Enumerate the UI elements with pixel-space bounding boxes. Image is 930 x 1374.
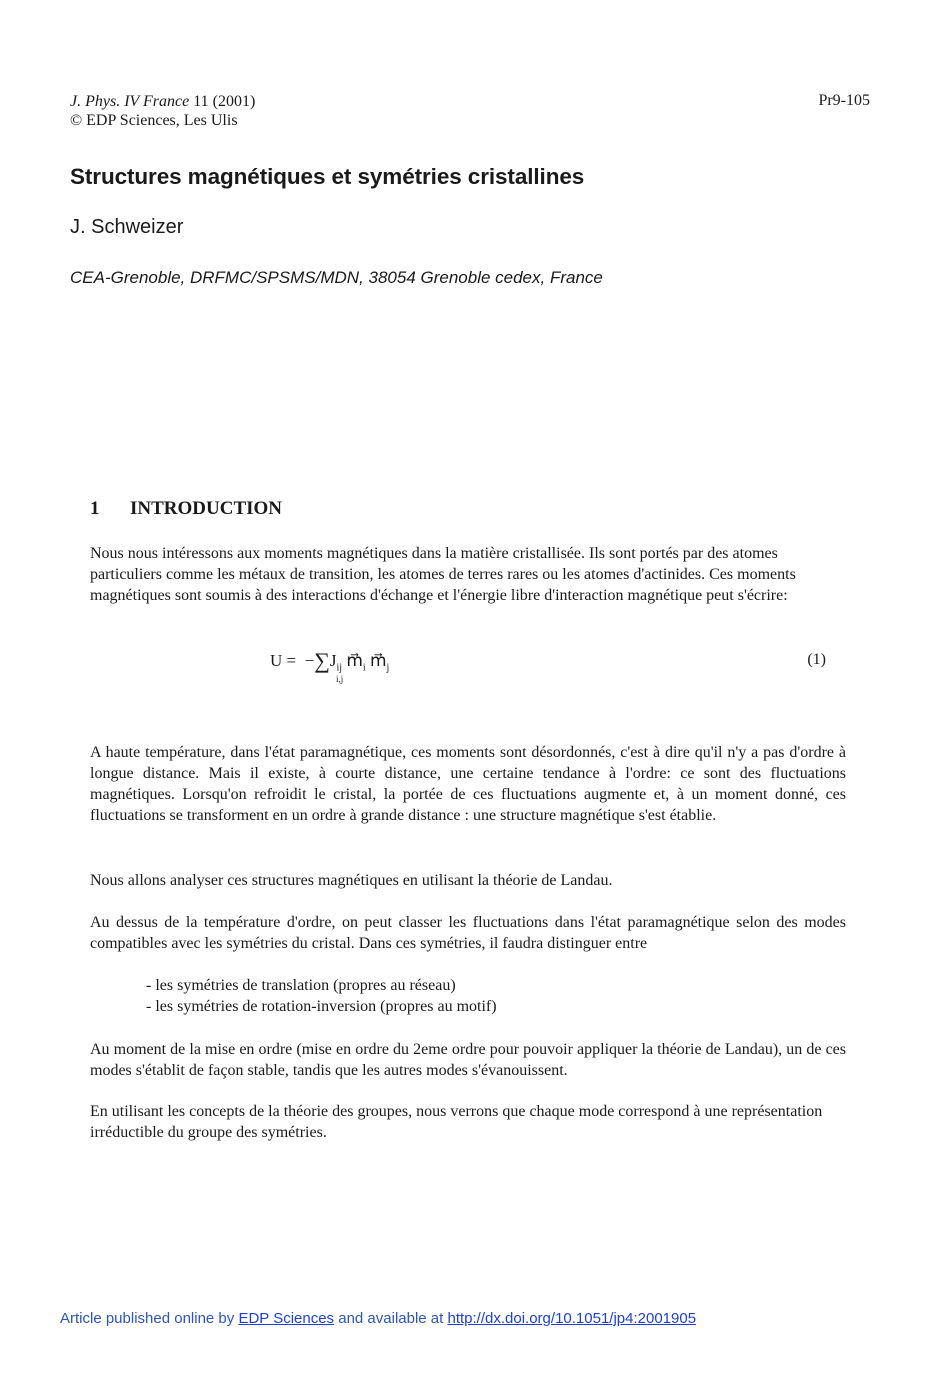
symmetry-list	[146, 975, 497, 1017]
author: J. Schweizer	[70, 216, 184, 238]
equation-m-sub-i: i	[362, 662, 366, 674]
equation-m-sub-j: j	[386, 662, 390, 674]
footer-prefix: Article published online by	[60, 1310, 235, 1327]
list-item: - les symétries de rotation-inversion (propres au motif)	[146, 998, 497, 1015]
equation-minus: −	[304, 651, 315, 670]
paragraph-4: Au dessus de la température d'ordre, on peut classer les fluctuations dans l'état paramagnétique selon des modes compatibles avec les symétries du cristal. Dans ces symétries, il faudra distinguer entre	[90, 914, 846, 952]
equation-J: J	[329, 651, 337, 670]
paper-title: Structures magnétiques et symétries cristallines	[70, 164, 585, 189]
copyright: © EDP Sciences, Les Ulis	[70, 112, 238, 129]
equation-lhs: U	[270, 651, 283, 670]
equation-sum-index: i,j	[336, 674, 344, 684]
equation-m-i: m⃗	[346, 651, 363, 670]
page-number: Pr9-105	[818, 92, 870, 109]
section-number: 1	[90, 498, 100, 519]
publisher-link[interactable]: EDP Sciences	[238, 1310, 335, 1327]
footer-middle: and available at	[338, 1310, 444, 1327]
paragraph-2: A haute température, dans l'état paramagnétique, ces moments sont désordonnés, c'est à dire qu'il n'y a pas d'ordre à longue distance. Mais il existe, à courte distance, une certaine tendance à l'ordre: ce sont des fluctuations magnétiques. Lorsqu'on refroidit le cristal, la portée de ces fluctuations augmente et, à un moment donné, ces fluctuations se transforment en un ordre à grande distance : une structure magnétique s'est établie.	[90, 744, 846, 824]
equation-1	[270, 646, 390, 684]
paragraph-1: Nous nous intéressons aux moments magnétiques dans la matière cristallisée. Ils sont portés par des atomes particuliers comme les métaux de transition, les atomes de terres rares ou les atomes d'actinides. Ces moments magnétiques sont soumis à des interactions d'échange et l'énergie libre d'interaction magnétique peut s'écrire:	[90, 545, 796, 604]
section-title: INTRODUCTION	[130, 498, 283, 519]
equation-equals: =	[286, 651, 297, 670]
doi-link[interactable]: http://dx.doi.org/10.1051/jp4:2001905	[447, 1310, 697, 1327]
equation-sum: ∑	[314, 648, 330, 673]
publication-footer	[60, 1310, 696, 1327]
affiliation: CEA-Grenoble, DRFMC/SPSMS/MDN, 38054 Grenoble cedex, France	[70, 268, 603, 287]
paragraph-3: Nous allons analyser ces structures magnétiques en utilisant la théorie de Landau.	[90, 872, 613, 889]
journal-reference	[70, 92, 255, 130]
equation-J-sub: ij	[336, 662, 343, 674]
list-item: - les symétries de translation (propres au réseau)	[146, 977, 456, 994]
equation-number: (1)	[807, 651, 826, 668]
paragraph-6: En utilisant les concepts de la théorie des groupes, nous verrons que chaque mode correspond à une représentation irréductible du groupe des symétries.	[90, 1103, 823, 1141]
journal-name: J. Phys. IV France	[70, 93, 190, 110]
section-heading	[90, 498, 282, 520]
equation-m-j: m⃗	[369, 651, 387, 670]
journal-volume: 11 (2001)	[193, 93, 256, 110]
paragraph-5: Au moment de la mise en ordre (mise en ordre du 2eme ordre pour pouvoir appliquer la théorie de Landau), un de ces modes s'établit de façon stable, tandis que les autres modes s'évanouissent.	[90, 1041, 846, 1079]
